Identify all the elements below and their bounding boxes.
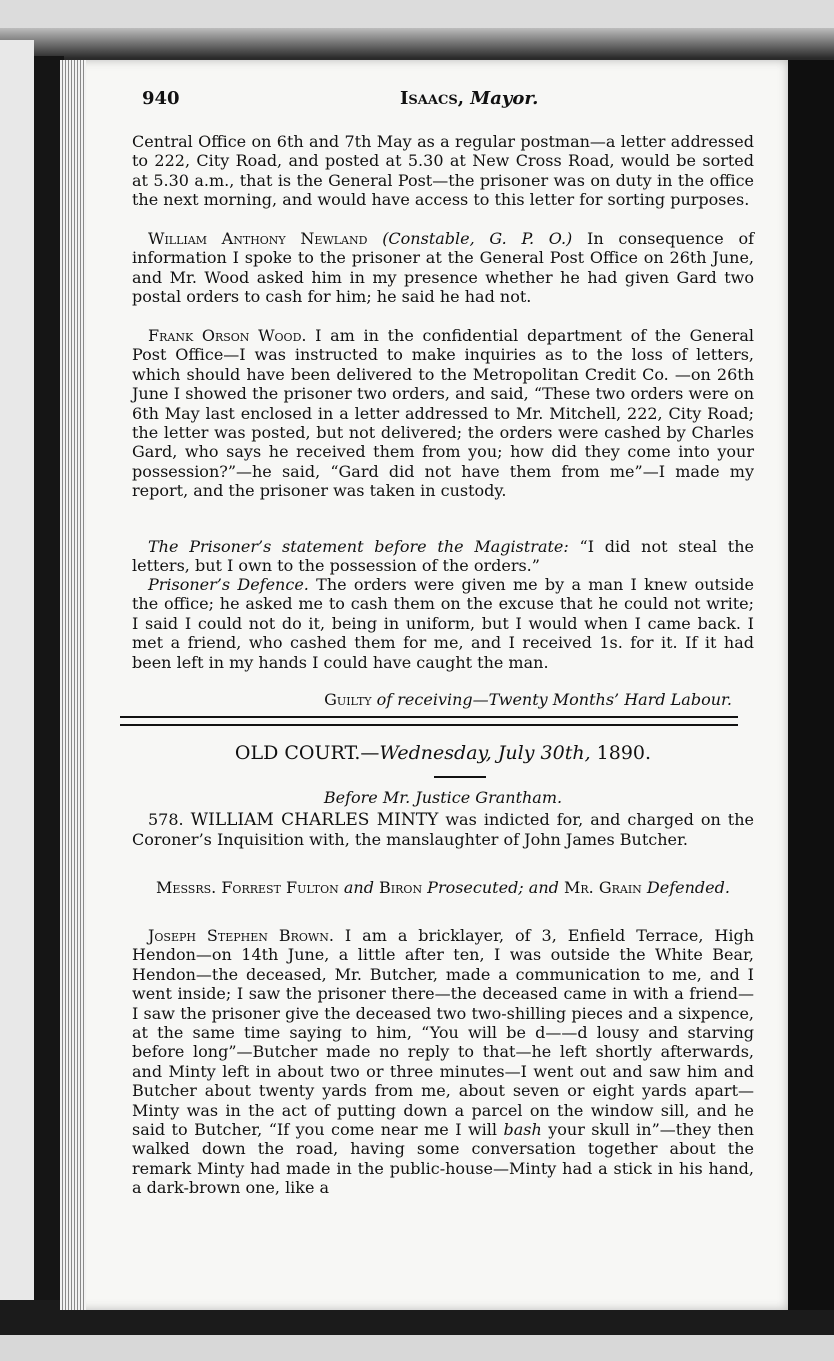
- defence-text: The orders were given me by a man I knew outside the office; he asked me to cash them on the excuse that he could not write; I said I could not do it, being in uniform, but I would when I came back. I met a friend, who cashed them for me, and I received 1s. for it. If it had been left in my hands I could have caught the man.: [132, 575, 754, 672]
- counsel-prosecution-2: Biron: [379, 878, 423, 897]
- verdict-guilty: Guilty: [324, 690, 372, 709]
- counsel-prosecution-1: Messrs. Forrest Fulton: [156, 878, 339, 897]
- witness-name-newland: William Anthony Newland: [148, 229, 368, 248]
- paragraph-brown: [132, 926, 754, 1198]
- defendant-name: WILLIAM CHARLES MINTY: [190, 810, 439, 830]
- counsel-and-1: and: [343, 878, 374, 897]
- court-heading: [132, 744, 754, 763]
- scan-left-border: [0, 40, 34, 1340]
- heading-rule: [434, 776, 486, 778]
- court-year: 1890.: [596, 742, 652, 764]
- statement-text: “I did not steal the letters, but I own to the possession of the orders.”: [132, 537, 754, 576]
- court-name: OLD COURT.—: [234, 742, 380, 764]
- counsel-line: [132, 878, 754, 897]
- witness-name-brown: Joseph Stephen Brown.: [148, 926, 334, 945]
- testimony-brown-emphasis: bash: [503, 1120, 542, 1140]
- witness-role-newland: (Constable, G. P. O.): [382, 229, 573, 248]
- counsel-and-2: and: [528, 878, 559, 897]
- counsel-defence: Mr. Grain: [563, 878, 642, 897]
- header-title: [400, 88, 538, 109]
- counsel-defended: Defended.: [646, 878, 730, 897]
- paragraph-wood: [132, 326, 754, 501]
- defence-label: Prisoner’s Defence.: [148, 575, 309, 594]
- testimony-newland: In consequence of information I spoke to the prisoner at the General Post Office on 26th June, and Mr. Wood asked him in my presence whether he had given Gard two postal orders to cash for him; he said he had not.: [132, 229, 754, 307]
- paragraph-prisoner-statement: [132, 537, 754, 576]
- witness-name-wood: Frank Orson Wood.: [148, 326, 307, 345]
- case-charge: was indicted for, and charged on the Coroner’s Inquisition with, the manslaughter of John James Butcher.: [132, 810, 754, 850]
- header-office: Mayor.: [470, 88, 539, 109]
- statement-label: The Prisoner’s statement before the Magistrate:: [148, 537, 569, 556]
- scan-bottom-border: [0, 1335, 834, 1361]
- case-number: 578.: [148, 810, 184, 829]
- case-entry: [132, 810, 754, 850]
- testimony-brown-1: I am a bricklayer, of 3, Enfield Terrace, High Hendon—on 14th June, a little after ten, I was outside the White Bear, Hendon—the deceased, Mr. Butcher, made a communication to me, and I went inside; I saw the prisoner there—the deceased came in with a friend—I saw the prisoner give the deceased two two-shilling pieces and a sixpence, at the same time saying to him, “You will be d——d lousy and starving before long”—Butcher made no reply to that—he left shortly afterwards, and Minty left in about two or three minutes—I went out and saw him and Butcher about twenty yards from me, about seven or eight yards apart—Minty was in the act of putting down a parcel on the window sill, and he said to Butcher, “If you come near me I will: [132, 926, 754, 1140]
- page-number: 940: [142, 88, 180, 109]
- testimony-wood: I am in the confidential department of the General Post Office—I was instructed to make inquiries as to the loss of letters, which should have been delivered to the Metropolitan Credit Co. —on 26th June I showed the prisoner two orders, and said, “These two orders were on 6th May last enclosed in a letter addressed to Mr. Mitchell, 222, City Road; the letter was posted, but not delivered; the orders were cashed by Charles Gard, who says he received them from you; how did they come into your possession?”—he said, “Gard did not have them from me”—I made my report, and the prisoner was taken in custody.: [132, 326, 754, 501]
- paragraph-newland: [132, 229, 754, 307]
- verdict: [132, 690, 732, 709]
- scan-top-shadow: [0, 28, 834, 58]
- book-cover-edge: [788, 60, 834, 1310]
- testimony-brown-2: your skull in”—they then walked down the road, having some conversation together about the remark Minty had made in the public-house—Minty had a stick in his hand, a dark-brown one, like a: [132, 1120, 754, 1198]
- page-leaves-edge: [60, 60, 86, 1310]
- judge-name: Before Mr. Justice Grantham.: [323, 788, 563, 807]
- header-name: Isaacs,: [400, 88, 464, 109]
- running-head: [142, 88, 762, 118]
- verdict-sentence: of receiving—Twenty Months’ Hard Labour.: [376, 690, 732, 709]
- judge-line: [132, 788, 754, 807]
- counsel-prosecuted: Prosecuted;: [427, 878, 524, 897]
- section-divider: [120, 716, 738, 726]
- court-day: Wednesday, July 30th,: [379, 742, 591, 764]
- paragraph-prisoner-defence: [132, 575, 754, 672]
- paragraph-continuation: Central Office on 6th and 7th May as a regular postman—a letter addressed to 222, City Road, and posted at 5.30 at New Cross Road, would be sorted at 5.30 a.m., that is the General Post—the prisoner was on duty in the office the next morning, and would have access to this letter for sorting purposes.: [132, 132, 754, 210]
